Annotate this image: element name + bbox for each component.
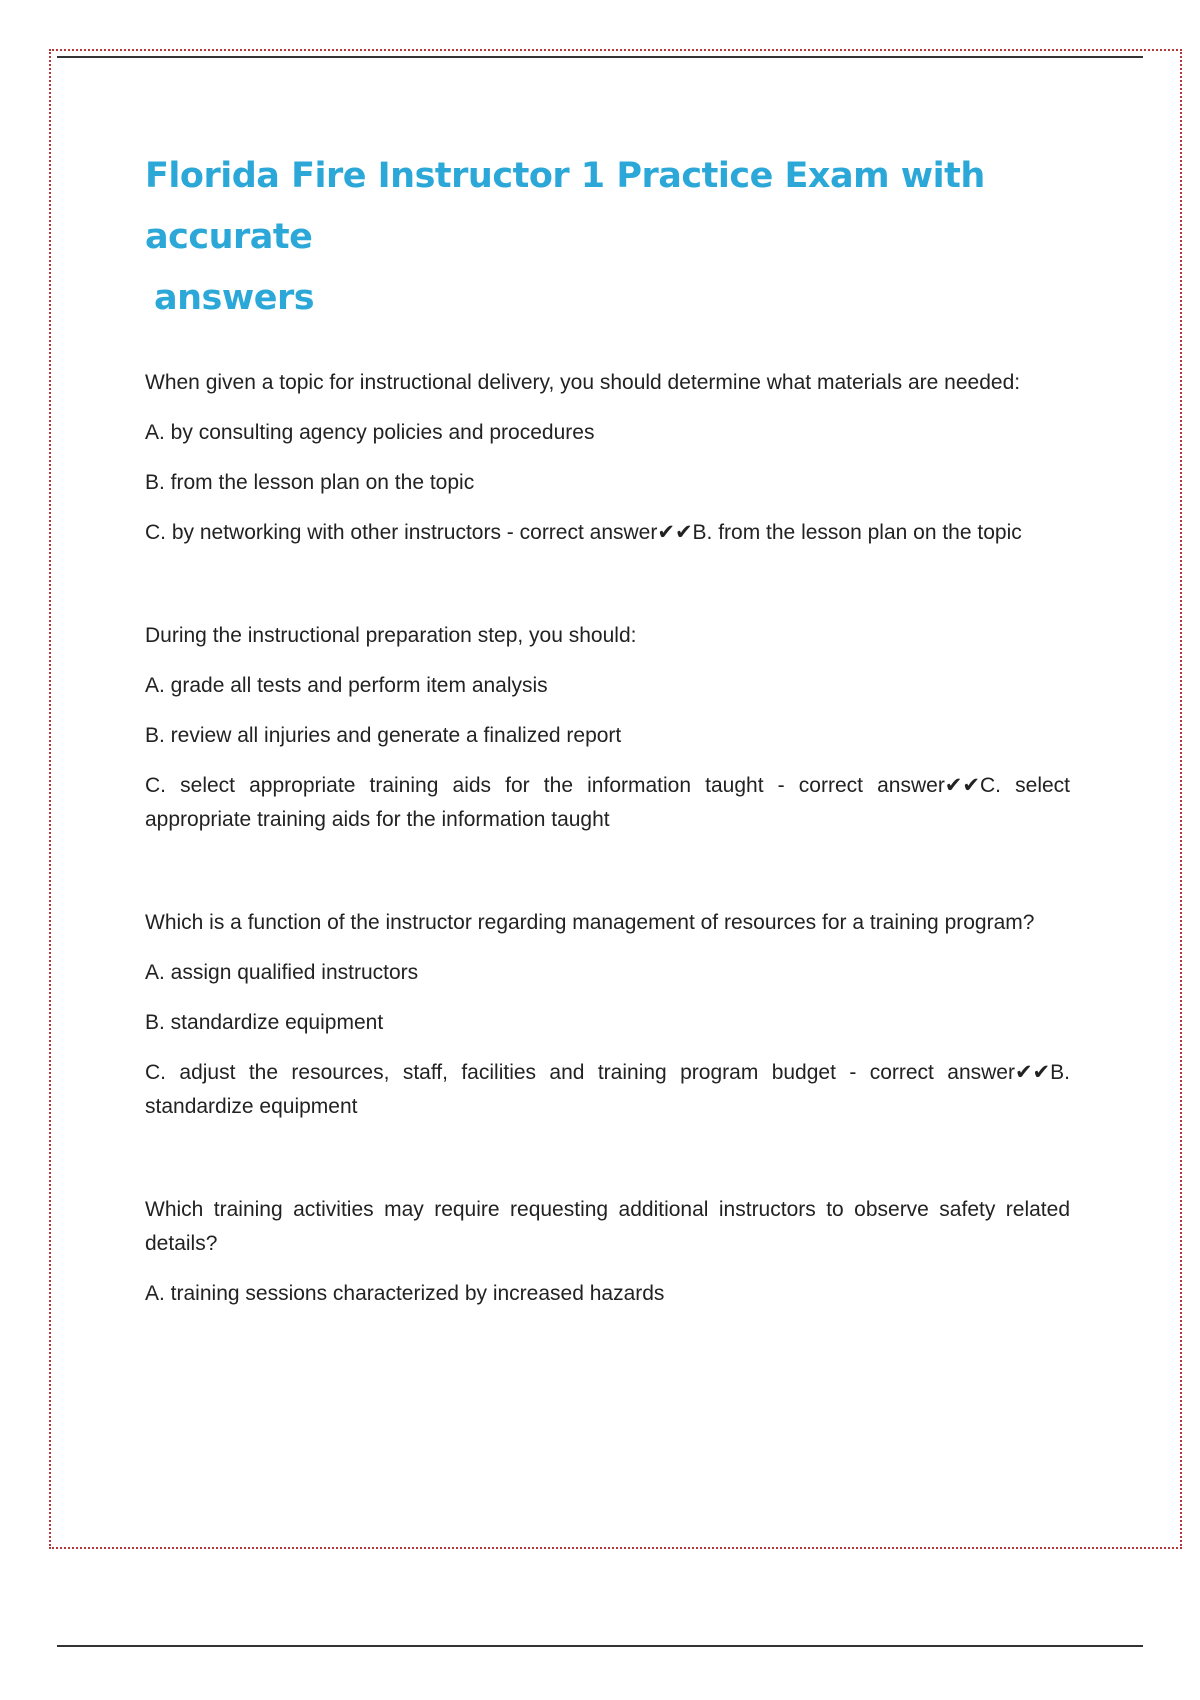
title-line-1: Florida Fire Instructor 1 Practice Exam with accurate — [145, 156, 985, 257]
question-list — [145, 366, 1070, 1327]
answer-option-b: B. from the lesson plan on the topic — [145, 471, 475, 494]
answer-option-a: A. training sessions characterized by increased hazards — [145, 1282, 665, 1305]
title-line-2: answers — [154, 278, 315, 318]
question-text: Which is a function of the instructor regarding management of resources for a training program? — [145, 911, 1035, 934]
answer-option-b: B. standardize equipment — [145, 1011, 384, 1034]
answer-option-a: A. grade all tests and perform item analysis — [145, 674, 548, 697]
question-block-2 — [145, 619, 1070, 837]
question-text: When given a topic for instructional delivery, you should determine what materials are needed: — [145, 371, 1021, 394]
question-text: Which training activities may require requesting additional instructors to observe safety related details? — [145, 1198, 1070, 1255]
answer-option-c: C. by networking with other instructors - correct answer✔✔B. from the lesson plan on the topic — [145, 521, 1022, 544]
question-text: During the instructional preparation step, you should: — [145, 624, 637, 647]
question-block-3 — [145, 906, 1070, 1124]
question-block-1 — [145, 366, 1070, 550]
answer-option-b: B. review all injuries and generate a finalized report — [145, 724, 622, 747]
document-title — [145, 146, 1105, 329]
footer-rule — [57, 1645, 1143, 1647]
answer-option-a: A. assign qualified instructors — [145, 961, 419, 984]
answer-option-a: A. by consulting agency policies and procedures — [145, 421, 595, 444]
question-block-4 — [145, 1193, 1070, 1311]
answer-option-c: C. select appropriate training aids for the information taught - correct answer✔✔C. select appropriate training aids for the information taught — [145, 774, 1070, 831]
answer-option-c: C. adjust the resources, staff, facilities and training program budget - correct answer✔✔B. standardize equipment — [145, 1061, 1070, 1118]
header-rule — [57, 56, 1143, 58]
